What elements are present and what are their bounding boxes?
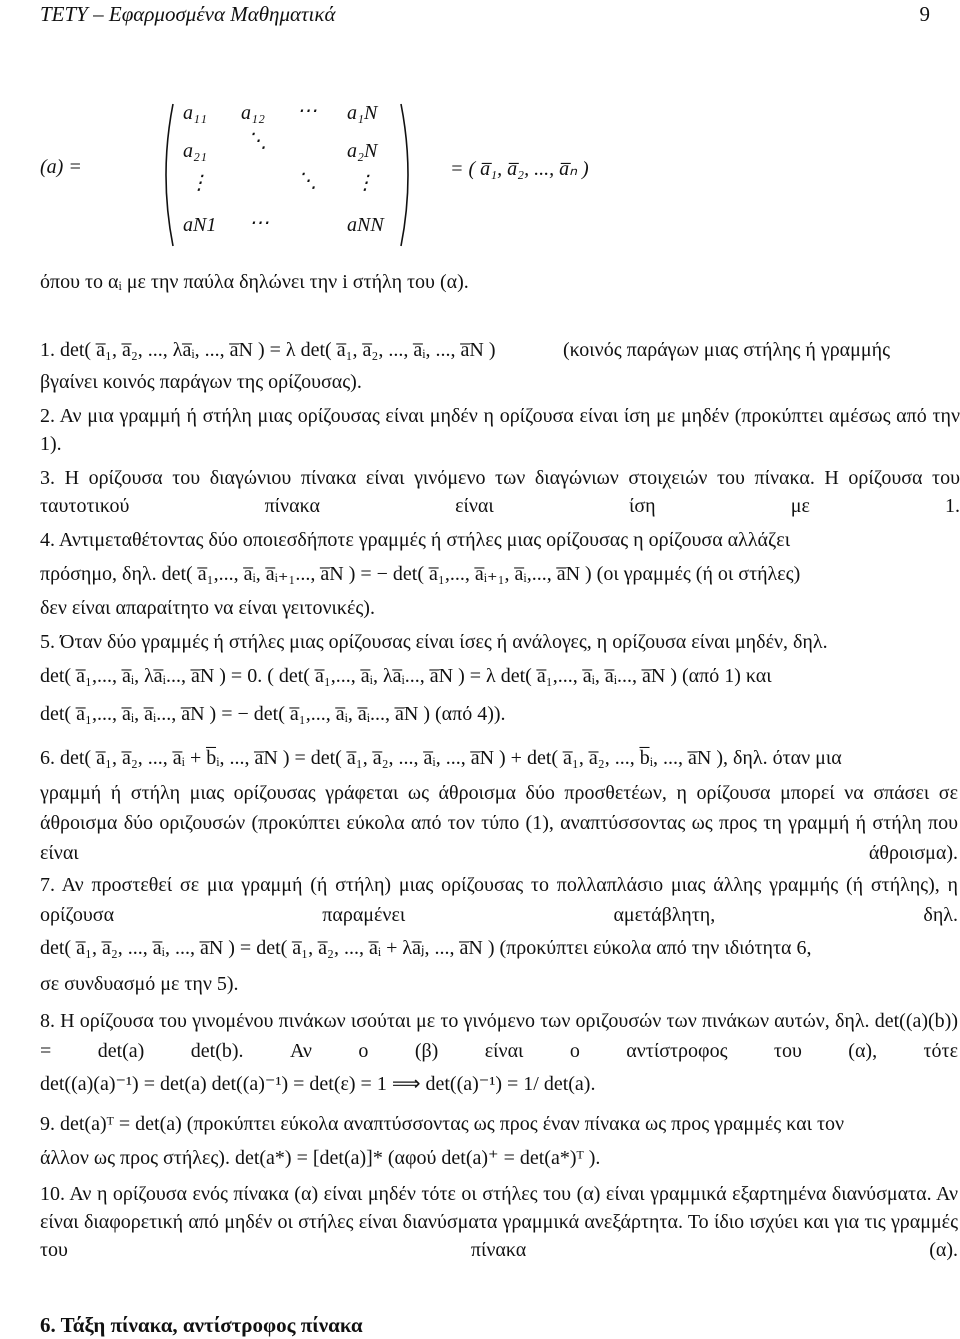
matrix-dots: ⋮ bbox=[189, 172, 209, 194]
matrix-note: όπου το αᵢ με την παύλα δηλώνει την i στήλη του (α). bbox=[40, 271, 469, 293]
matrix-label: (a) = bbox=[40, 156, 82, 178]
property-1-text: (κοινός παράγων μιας στήλης ή γραμμής bbox=[563, 339, 890, 361]
property-6-text: γραμμή ή στήλη μιας ορίζουσας γράφεται ως άθροισμα δύο προσθετέων, η ορίζουσα μπορεί να σπάσει σε άθροισμα δύο οριζουσών (προκύπτει εύκολα από τον τύπο (1), αναπτύσσοντας ως προς τη γραμμή ή στήλη που είναι άθροισμα). bbox=[40, 782, 958, 864]
section-heading: 6. Τάξη πίνακα, αντίστροφος πίνακα bbox=[40, 1313, 363, 1337]
matrix-cell: a₁₁ bbox=[183, 102, 207, 124]
page-number: 9 bbox=[919, 2, 930, 26]
matrix-dots: ⋮ bbox=[355, 172, 375, 194]
property-4-line-2: πρόσημο, δηλ. det( a̅₁,..., a̅ᵢ, a̅ᵢ₊₁..., a̅N ) = − det( a̅₁,..., a̅ᵢ₊₁, a̅ᵢ,..., a̅N ) (οι γραμμές (ή οι στήλες) bbox=[40, 563, 801, 585]
property-6-formula: 6. det( a̅₁, a̅₂, ..., a̅ᵢ + b̅ᵢ, ..., a̅N ) = det( a̅₁, a̅₂, ..., a̅ᵢ, ..., a̅N ) + det( a̅₁, a̅₂, ..., b̅ᵢ, ..., a̅N ), δηλ. όταν μια bbox=[40, 747, 842, 769]
property-2: 2. Αν μια γραμμή ή στήλη μιας ορίζουσας είναι μηδέν η ορίζουσα είναι ίση με μηδέν (προκύπτει αμέσως από την 1). bbox=[40, 405, 960, 455]
matrix bbox=[157, 100, 417, 250]
matrix-cell: aN1 bbox=[183, 214, 217, 236]
matrix-cell: a₁N bbox=[347, 102, 378, 124]
property-1-text-cont: βγαίνει κοινός παράγων της ορίζουσας). bbox=[40, 371, 362, 393]
property-5-line-1: 5. Όταν δύο γραμμές ή στήλες μιας ορίζουσας είναι ίσες ή ανάλογες, η ορίζουσα είναι μηδέν, δηλ. bbox=[40, 631, 828, 653]
running-header-title: ΤΕΤΥ – Εφαρμοσμένα Μαθηματικά bbox=[40, 2, 336, 26]
matrix-dots: ⋱ bbox=[247, 130, 267, 152]
property-7-text: 7. Αν προστεθεί σε μια γραμμή (ή στήλη) μιας ορίζουσας το πολλαπλάσιο μιας άλλης γραμμής (ή στήλης), η ορίζουσα παραμένει αμετάβλητη, δηλ. bbox=[40, 874, 958, 926]
property-4-line-3: δεν είναι απαραίτητο να είναι γειτονικές). bbox=[40, 597, 375, 619]
matrix-dots: ⋯ bbox=[249, 212, 269, 234]
property-8-text: 8. Η ορίζουσα του γινομένου πινάκων ισούται με το γινόμενο των οριζουσών των πινάκων αυτών, δηλ. det((a)(b)) = det(a) det(b). Αν ο (β) είναι ο αντίστροφος του (α), τότε bbox=[40, 1010, 958, 1062]
matrix-column-form: = ( a̅₁, a̅₂, ..., a̅ₙ ) bbox=[450, 158, 589, 180]
matrix-dots: ⋯ bbox=[297, 100, 317, 122]
property-7-formula: det( a̅₁, a̅₂, ..., a̅ᵢ, ..., a̅N ) = det( a̅₁, a̅₂, ..., a̅ᵢ + λa̅ⱼ, ..., a̅N ) (προκύπτει εύκολα από την ιδιότητα 6, bbox=[40, 937, 812, 959]
matrix-definition bbox=[40, 100, 740, 260]
matrix-cell: a₂N bbox=[347, 140, 378, 162]
property-1-formula: 1. det( a̅₁, a̅₂, ..., λa̅ᵢ, ..., a̅N ) = λ det( a̅₁, a̅₂, ..., a̅ᵢ, ..., a̅N ) bbox=[40, 339, 496, 361]
matrix-cell: a₁₂ bbox=[241, 102, 265, 124]
property-7-text-cont: σε συνδυασμό με την 5). bbox=[40, 973, 239, 995]
property-10: 10. Αν η ορίζουσα ενός πίνακα (α) είναι μηδέν τότε οι στήλες του (α) είναι γραμμικά εξαρτημένα διανύσματα. Αν είναι διαφορετική από μηδέν οι στήλες είναι διανύσματα γραμμικά ανεξάρτητα. Το ίδιο ισχύει και για τις γραμμές του πίνακα (α). bbox=[40, 1183, 958, 1261]
property-4-line-1: 4. Αντιμεταθέτοντας δύο οποιεσδήποτε γραμμές ή στήλες μιας ορίζουσας η ορίζουσα αλλάζει bbox=[40, 529, 791, 551]
property-9-line-1: 9. det(a)ᵀ = det(a) (προκύπτει εύκολα αναπτύσσοντας ως προς έναν πίνακα ως προς γραμμές και τον bbox=[40, 1113, 845, 1135]
property-9-line-2: άλλον ως προς στήλες). det(a*) = [det(a)]* (αφού det(a)⁺ = det(a*)ᵀ ). bbox=[40, 1147, 601, 1169]
matrix-cell: a₂₁ bbox=[183, 140, 207, 162]
property-5-line-3: det( a̅₁,..., a̅ᵢ, a̅ᵢ..., a̅N ) = − det( a̅₁,..., a̅ᵢ, a̅ᵢ..., a̅N ) (από 4)). bbox=[40, 703, 506, 725]
property-8-formula: det((a)(a)⁻¹) = det(a) det((a)⁻¹) = det(ε) = 1 ⟹ det((a)⁻¹) = 1/ det(a). bbox=[40, 1073, 596, 1095]
matrix-dots: ⋱ bbox=[297, 170, 317, 192]
property-5-line-2: det( a̅₁,..., a̅ᵢ, λa̅ᵢ..., a̅N ) = 0. ( det( a̅₁,..., a̅ᵢ, λa̅ᵢ..., a̅N ) = λ det( a̅₁,..., a̅ᵢ, a̅ᵢ..., a̅N ) (από 1) και bbox=[40, 665, 772, 687]
matrix-cell: aNN bbox=[347, 214, 384, 236]
property-3: 3. Η ορίζουσα του διαγώνιου πίνακα είναι γινόμενο των διαγώνιων στοιχειών του πίνακα. Η ορίζουσα του ταυτοτικού πίνακα είναι ίση με 1. bbox=[40, 467, 960, 517]
